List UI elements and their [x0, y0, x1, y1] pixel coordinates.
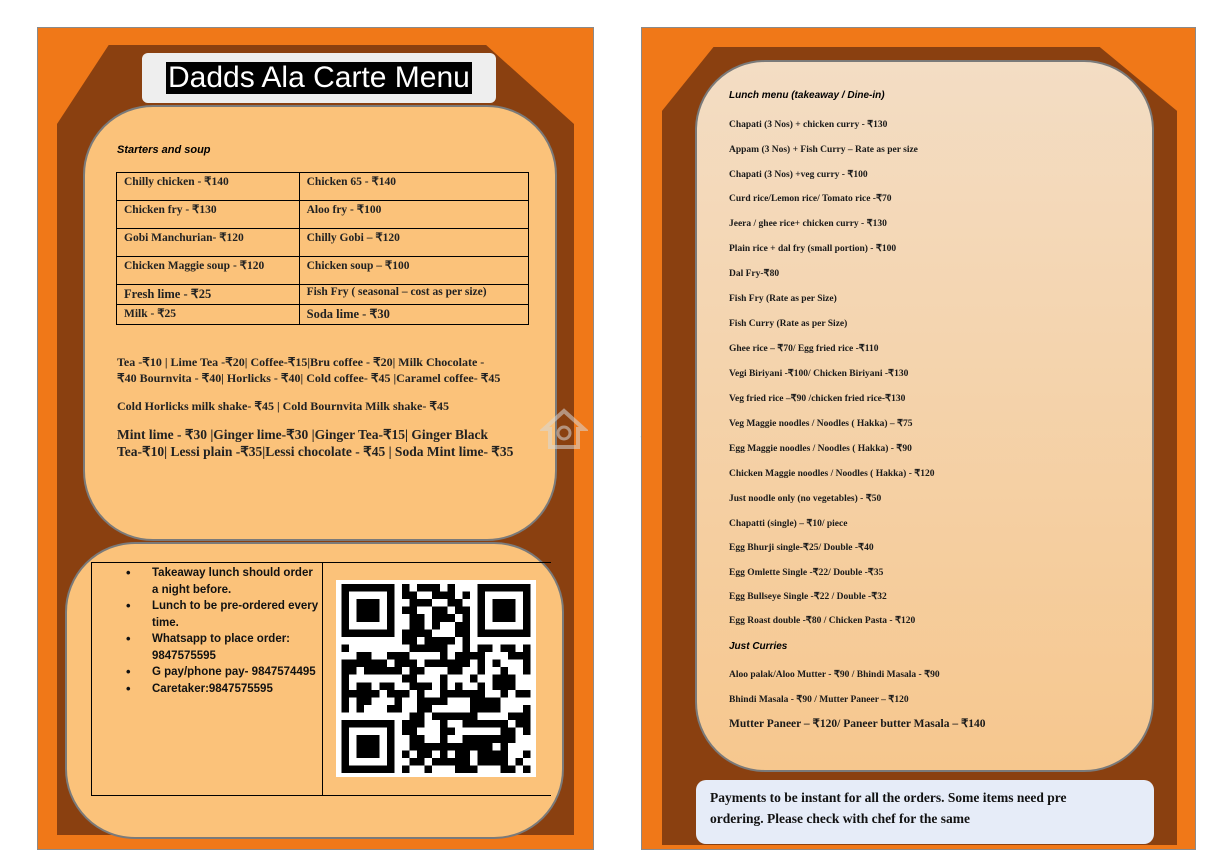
menu-title: Dadds Ala Carte Menu — [168, 61, 470, 94]
list-item: • Whatsapp to place order: 9847575595 — [152, 631, 320, 664]
lunch-item: Egg Bhurji single-₹25/ Double -₹40 — [729, 543, 874, 553]
lunch-item: Veg Maggie noodles / Noodles ( Hakka) – ₹75 — [729, 419, 913, 429]
beverages-line: Mint lime - ₹30 |Ginger lime-₹30 |Ginger Tea-₹15| Ginger Black — [117, 427, 489, 442]
lunch-item: Chapati (3 Nos) +veg curry - ₹100 — [729, 170, 868, 180]
table-row — [117, 229, 529, 257]
order-info-list — [92, 565, 320, 697]
list-item: • Takeaway lunch should order a night before. — [152, 565, 320, 598]
curry-item: Bhindi Masala - ₹90 / Mutter Paneer – ₹120 — [729, 695, 909, 705]
lunch-item: Egg Omlette Single -₹22/ Double -₹35 — [729, 568, 884, 578]
house-icon — [540, 405, 588, 453]
table-row — [117, 201, 529, 229]
table-row — [117, 257, 529, 285]
beverages-line: Cold Horlicks milk shake- ₹45 | Cold Bournvita Milk shake- ₹45 — [117, 399, 449, 413]
table-row — [117, 173, 529, 201]
lunch-item: Just noodle only (no vegetables) - ₹50 — [729, 494, 882, 504]
table-cell: Chicken soup – ₹100 — [299, 257, 528, 285]
table-divider — [322, 563, 323, 795]
lunch-item: Ghee rice – ₹70/ Egg fried rice -₹110 — [729, 344, 879, 354]
list-item: • G pay/phone pay- 9847574495 — [152, 664, 320, 681]
lunch-item: Curd rice/Lemon rice/ Tomato rice -₹70 — [729, 194, 892, 204]
qr-code-graphic — [340, 584, 532, 773]
starters-heading: Starters and soup — [117, 144, 211, 156]
lunch-item: Vegi Biriyani -₹100/ Chicken Biriyani -₹130 — [729, 369, 909, 379]
starters-table — [116, 172, 529, 325]
table-row — [117, 305, 529, 325]
left-menu-page — [37, 27, 594, 850]
lunch-item: Chapati (3 Nos) + chicken curry - ₹130 — [729, 120, 888, 130]
curry-item: Aloo palak/Aloo Mutter - ₹90 / Bhindi Masala - ₹90 — [729, 670, 940, 680]
list-item: • Caretaker:9847575595 — [152, 681, 320, 698]
table-cell: Aloo fry - ₹100 — [299, 201, 528, 229]
lunch-item: Chapatti (single) – ₹10/ piece — [729, 519, 848, 529]
lunch-heading: Lunch menu (takeaway / Dine-in) — [729, 90, 885, 101]
table-cell: Soda lime - ₹30 — [299, 305, 528, 325]
payment-note-box — [696, 780, 1154, 844]
beverages-line: Tea -₹10 | Lime Tea -₹20| Coffee-₹15|Bru coffee - ₹20| Milk Chocolate - — [117, 355, 485, 369]
lunch-item: Appam (3 Nos) + Fish Curry – Rate as per size — [729, 145, 918, 155]
lunch-item: Jeera / ghee rice+ chicken curry - ₹130 — [729, 219, 887, 229]
lunch-item: Egg Bullseye Single -₹22 / Double -₹32 — [729, 592, 887, 602]
table-cell: Fish Fry ( seasonal – cost as per size) — [299, 285, 528, 305]
lunch-item: Fish Curry (Rate as per Size) — [729, 319, 848, 329]
lunch-item: Fish Fry (Rate as per Size) — [729, 294, 837, 304]
table-row — [117, 285, 529, 305]
table-cell: Chicken 65 - ₹140 — [299, 173, 528, 201]
curry-item: Mutter Paneer – ₹120/ Paneer butter Masala – ₹140 — [729, 718, 986, 730]
table-cell: Milk - ₹25 — [117, 305, 300, 325]
menu-title-box — [142, 53, 496, 103]
lunch-item: Veg fried rice –₹90 /chicken fried rice-₹130 — [729, 394, 906, 404]
table-cell: Chicken Maggie soup - ₹120 — [117, 257, 300, 285]
beverages-line: ₹40 Bournvita - ₹40| Horlicks - ₹40| Cold coffee- ₹45 |Caramel coffee- ₹45 — [117, 371, 501, 385]
lunch-panel — [695, 60, 1154, 772]
lunch-item: Egg Roast double -₹80 / Chicken Pasta - ₹120 — [729, 616, 916, 626]
payment-note-line: Payments to be instant for all the orders. Some items need pre — [710, 790, 1067, 805]
list-item: • Lunch to be pre-ordered every time. — [152, 598, 320, 631]
table-cell: Chilly Gobi – ₹120 — [299, 229, 528, 257]
lunch-item: Egg Maggie noodles / Noodles ( Hakka) - ₹90 — [729, 444, 912, 454]
beverages-line: Tea-₹10| Lessi plain -₹35|Lessi chocolate - ₹45 | Soda Mint lime- ₹35 — [117, 444, 514, 459]
payment-note-line: ordering. Please check with chef for the same — [710, 811, 970, 826]
table-cell: Chicken fry - ₹130 — [117, 201, 300, 229]
curries-heading: Just Curries — [729, 641, 788, 652]
qr-code-icon — [336, 580, 536, 777]
table-cell: Chilly chicken - ₹140 — [117, 173, 300, 201]
table-cell: Gobi Manchurian- ₹120 — [117, 229, 300, 257]
lunch-item: Dal Fry-₹80 — [729, 269, 780, 279]
lunch-item: Chicken Maggie noodles / Noodles ( Hakka) - ₹120 — [729, 469, 935, 479]
lunch-item: Plain rice + dal fry (small portion) - ₹100 — [729, 244, 897, 254]
right-menu-page — [641, 27, 1196, 850]
table-cell: Fresh lime - ₹25 — [117, 285, 300, 305]
